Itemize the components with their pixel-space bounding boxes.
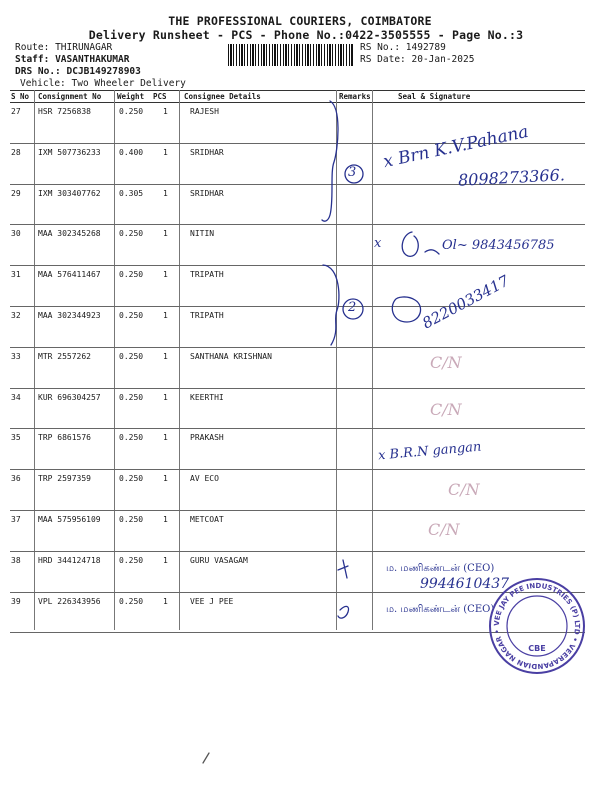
col-weight: Weight bbox=[117, 92, 145, 101]
stamp-outer-ring bbox=[490, 579, 584, 673]
scribble-mark bbox=[402, 232, 439, 256]
cell-pcs: 1 bbox=[163, 311, 168, 320]
cell-pcs: 1 bbox=[163, 596, 168, 606]
vehicle-label: Vehicle: bbox=[20, 78, 66, 89]
staff-value: VASANTHAKUMAR bbox=[55, 54, 130, 65]
cell-weight: 0.250 bbox=[119, 107, 144, 116]
stamp-city: CBE bbox=[528, 644, 546, 653]
cell-consignment: TRP 2597359 bbox=[38, 474, 91, 484]
staff-label: Staff: bbox=[15, 54, 50, 65]
cell-pcs: 1 bbox=[163, 229, 168, 239]
cell-consignee: SRIDHAR bbox=[190, 147, 224, 157]
stamp-ring-text: VEE JAY PEE INDUSTRIES (P) LTD • VEERAPANDIAN NAGAR • bbox=[492, 581, 582, 671]
signature-row-39-name: ம. மணிகண்டன் (CEO) bbox=[386, 604, 495, 615]
cell-consignment: MAA 576411467 bbox=[38, 270, 101, 280]
cell-consignment: IXM 507736233 bbox=[38, 147, 101, 157]
cell-consignee: SANTHANA KRISHNAN bbox=[190, 351, 272, 361]
cell-weight: 0.250 bbox=[119, 474, 144, 484]
route-value: THIRUNAGAR bbox=[55, 42, 113, 53]
rs-date-value: 20-Jan-2025 bbox=[411, 54, 475, 65]
cell-consignment: IXM 303407762 bbox=[38, 188, 101, 198]
col-consignment: Consignment No bbox=[38, 92, 102, 101]
cell-pcs: 1 bbox=[163, 515, 168, 524]
cell-weight: 0.250 bbox=[119, 433, 144, 443]
cell-sno: 27 bbox=[11, 107, 21, 116]
rs-date-label: RS Date: bbox=[360, 54, 406, 65]
cell-pcs: 1 bbox=[163, 433, 168, 443]
phone-row-28: 8098273366. bbox=[457, 165, 566, 190]
signature-row-30-x: x bbox=[374, 236, 382, 251]
cell-pcs: 1 bbox=[163, 147, 168, 157]
cell-consignee: GURU VASAGAM bbox=[190, 555, 248, 565]
cell-pcs: 1 bbox=[163, 188, 168, 198]
signature-row-30: Ol~ 9843456785 bbox=[442, 238, 555, 253]
rs-no-value: 1492789 bbox=[405, 42, 446, 53]
cell-pcs: 1 bbox=[163, 270, 168, 280]
cell-consignee: TRIPATH bbox=[190, 311, 224, 320]
cell-weight: 0.250 bbox=[119, 229, 144, 239]
col-pcs: PCS bbox=[153, 92, 167, 101]
cell-consignment: MAA 302345268 bbox=[38, 229, 101, 239]
cell-weight: 0.250 bbox=[119, 311, 144, 320]
col-consignee: Consignee Details bbox=[184, 92, 261, 101]
cell-consignee: VEE J PEE bbox=[190, 596, 234, 606]
stray-mark bbox=[203, 753, 209, 763]
bracket-mark bbox=[323, 265, 339, 345]
cell-consignment: HRD 344124718 bbox=[38, 555, 101, 565]
cell-consignee: RAJESH bbox=[190, 107, 219, 116]
company-stamp bbox=[487, 576, 587, 676]
cell-consignee: PRAKASH bbox=[190, 433, 224, 443]
cell-consignment: TRP 6861576 bbox=[38, 433, 91, 443]
route-label: Route: bbox=[15, 42, 50, 53]
drs-label: DRS No.: bbox=[15, 66, 61, 77]
cn-mark-row-36: C/N bbox=[448, 480, 480, 499]
cell-consignee: AV ECO bbox=[190, 474, 219, 484]
cell-consignment: KUR 696304257 bbox=[38, 392, 101, 402]
cell-consignment: VPL 226343956 bbox=[38, 596, 101, 606]
cell-consignment: MAA 575956109 bbox=[38, 515, 101, 524]
cell-weight: 0.305 bbox=[119, 188, 144, 198]
cell-sno: 39 bbox=[11, 596, 21, 606]
cell-weight: 0.250 bbox=[119, 270, 144, 280]
cell-sno: 30 bbox=[11, 229, 21, 239]
signature-row-32: 8220033417 bbox=[419, 271, 513, 333]
cell-consignment: MTR 2557262 bbox=[38, 351, 91, 361]
cell-weight: 0.250 bbox=[119, 515, 144, 524]
cell-consignee: TRIPATH bbox=[190, 270, 224, 280]
drs-value: DCJB149278903 bbox=[66, 66, 141, 77]
rs-no-label: RS No.: bbox=[360, 42, 401, 53]
cn-mark-row-33: C/N bbox=[430, 353, 462, 372]
cell-sno: 33 bbox=[11, 351, 21, 361]
cell-pcs: 1 bbox=[163, 392, 168, 402]
cell-sno: 32 bbox=[11, 311, 21, 320]
cell-pcs: 1 bbox=[163, 474, 168, 484]
cn-mark-row-37: C/N bbox=[428, 520, 460, 539]
cell-weight: 0.250 bbox=[119, 392, 144, 402]
runsheet-subtitle: Delivery Runsheet - PCS - Phone No.:0422-3505555 - Page No.:3 bbox=[88, 28, 524, 42]
remark-number: 3 bbox=[348, 165, 357, 180]
signature-row-35: x B.R.N gangan bbox=[377, 439, 482, 464]
cell-pcs: 1 bbox=[163, 351, 168, 361]
vehicle-value: Two Wheeler Delivery bbox=[71, 78, 186, 89]
cell-weight: 0.250 bbox=[119, 555, 144, 565]
remark-number: 2 bbox=[348, 300, 357, 315]
col-remarks: Remarks bbox=[339, 92, 371, 101]
cell-sno: 34 bbox=[11, 392, 21, 402]
scribble-mark bbox=[392, 297, 420, 322]
cn-mark-row-34: C/N bbox=[430, 400, 462, 419]
cell-consignee: KEERTHI bbox=[190, 392, 224, 402]
cell-consignment: MAA 302344923 bbox=[38, 311, 101, 320]
bracket-mark bbox=[322, 101, 338, 221]
tick-mark bbox=[338, 560, 348, 578]
cell-consignment: HSR 7256838 bbox=[38, 107, 91, 116]
cell-weight: 0.250 bbox=[119, 351, 144, 361]
signature-row-38-phone: 9944610437 bbox=[420, 576, 510, 592]
cell-consignee: NITIN bbox=[190, 229, 215, 239]
cell-weight: 0.250 bbox=[119, 596, 144, 606]
cell-sno: 28 bbox=[11, 147, 21, 157]
cell-sno: 35 bbox=[11, 433, 21, 443]
cell-sno: 38 bbox=[11, 555, 21, 565]
tick-mark bbox=[338, 606, 349, 618]
cell-weight: 0.400 bbox=[119, 147, 144, 157]
company-title: THE PROFESSIONAL COURIERS, COIMBATORE bbox=[168, 14, 432, 28]
signature-row-38-name: ம. மணிகண்டன் (CEO) bbox=[386, 563, 495, 574]
cell-sno: 31 bbox=[11, 270, 21, 280]
cell-pcs: 1 bbox=[163, 107, 168, 116]
col-sno: S No bbox=[11, 92, 30, 101]
col-seal-signature: Seal & Signature bbox=[398, 92, 471, 101]
cell-sno: 37 bbox=[11, 515, 21, 524]
cell-sno: 29 bbox=[11, 188, 21, 198]
cell-sno: 36 bbox=[11, 474, 21, 484]
signature-row-28: x Brn K.V.Pahana bbox=[381, 121, 531, 173]
cell-pcs: 1 bbox=[163, 555, 168, 565]
cell-consignee: SRIDHAR bbox=[190, 188, 224, 198]
cell-consignee: METCOAT bbox=[190, 515, 224, 524]
